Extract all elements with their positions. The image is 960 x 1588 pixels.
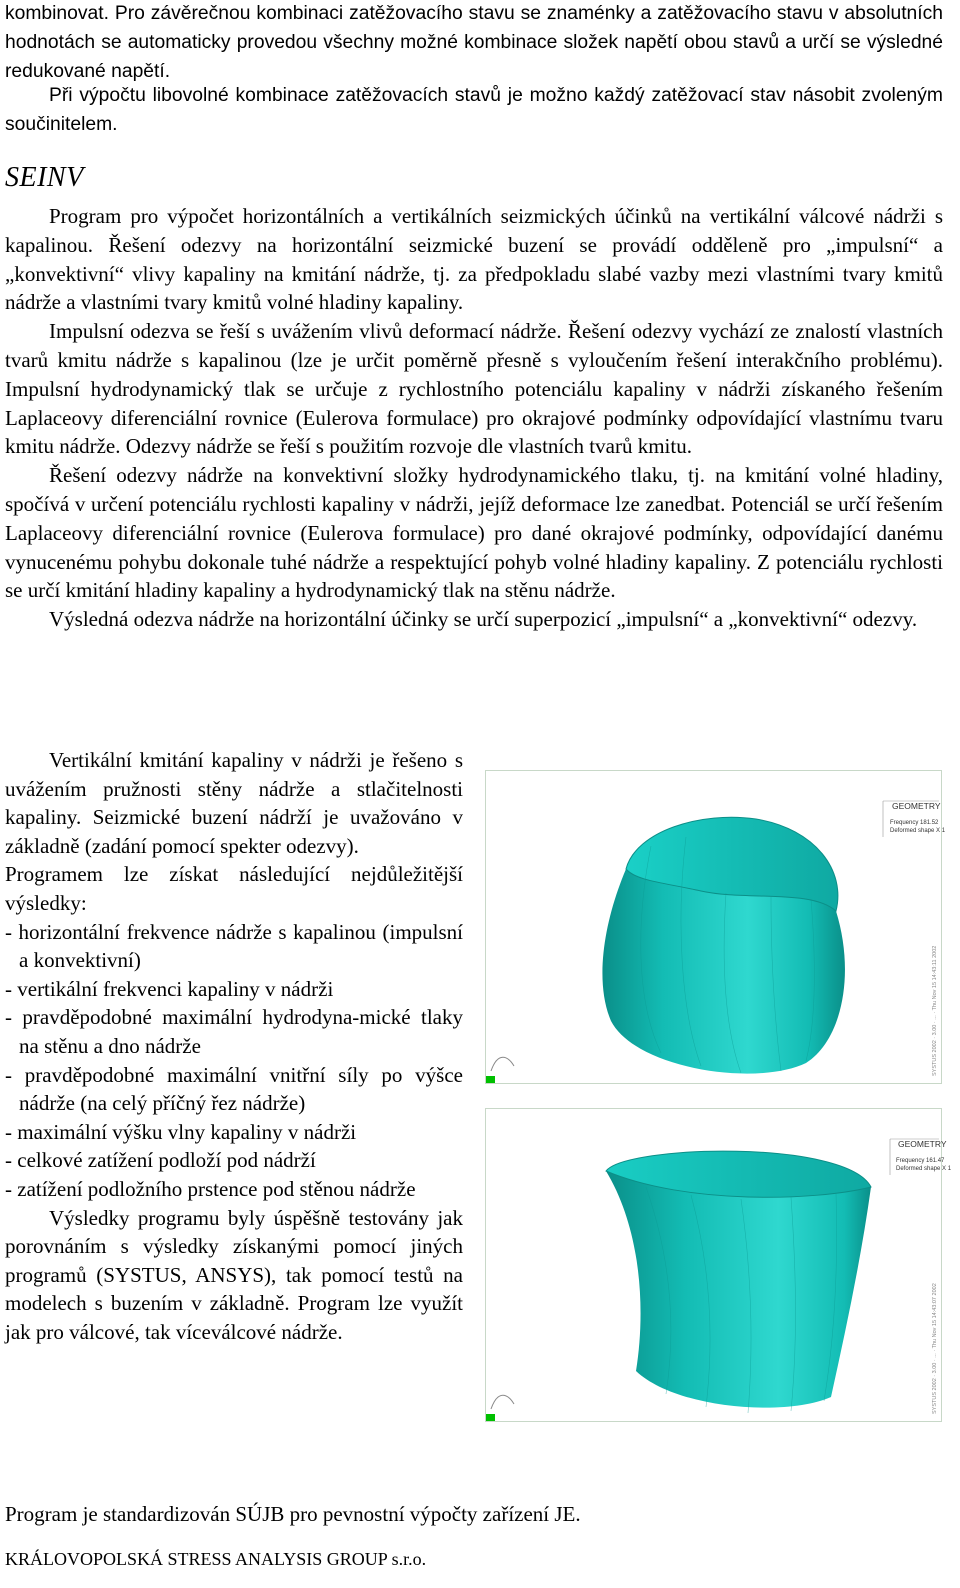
intro-paragraph-2 (5, 82, 943, 140)
tank-mode-figure-2 (485, 1108, 952, 1422)
results-list (5, 918, 463, 1204)
figure-side-stamp: SYSTUS 2002 · 3.00 · ... · Thu Nov 15 14:43:11 2002 (932, 945, 938, 1076)
figure-side-stamp: SYSTUS 2002 · 3.00 · ... · Thu Nov 15 14:43:07 2002 (932, 1283, 938, 1414)
list-item: - horizontální frekvence nádrže s kapalinou (impulsní a konvektivní) (5, 919, 463, 973)
section-paragraph-3: Řešení odezvy nádrže na konvektivní složky hydrodynamického tlaku, tj. na kmitání volné hladiny, spočívá v určení potenciálu rychlosti kapaliny v nádrži, jejíž deformace lze zanedbat. Potenciál se určí řešením Laplaceovy diferenciální rovnice (Eulerova formulace) pro dané okrajové podmínky, odpovídající danému vynucenému pohybu dokonale tuhé nádrže a respektující pohyb volné hladiny kapaliny. Z potenciálu rychlosti se určí kmitání hladiny kapaliny a hydrodynamický tlak na stěnu nádrže. (5, 463, 943, 603)
section-paragraph-4: Výsledná odezva nádrže na horizontální účinky se určí superpozicí „impulsní“ a „konvektivní“ odezvy. (49, 607, 918, 632)
vertical-oscillation-paragraph: Vertikální kmitání kapaliny v nádrži je řešeno s uvážením pružnosti stěny nádrže a stlačitelnosti kapaliny. Seizmické buzení nádrží je uvažováno v základně (zadání pomocí spekter odezvy). (5, 748, 463, 858)
section-paragraph-1: Program pro výpočet horizontálních a vertikálních seizmických účinků na vertikální válcové nádrži s kapalinou. Řešení odezvy na horizontální seizmické buzení se provádí odděleně pro „impulsní“ a „konvektivní“ vlivy kapaliny na kmitání nádrže, tj. za předpokladu slabé vazby mezi vlastními tvary kmitů nádrže a vlastními tvary kmitů volné hladiny kapaliny. (5, 204, 943, 315)
figure-frequency: Frequency 161.47 (896, 1158, 945, 1164)
section-paragraph-2: Impulsní odezva se řeší s uvážením vlivů deformací nádrže. Řešení odezvy vychází ze znalostí vlastních tvarů kmitu nádrže s kapalinou (lze je určit poměrně přesně s vyloučením řešení interakčního problému). Impulsní hydrodynamický tlak se určuje z rychlostního potenciálu kapaliny v nádrži získaného řešením Laplaceovy diferenciální rovnice (Eulerova formulace) pro okrajové podmínky odpovídající vlastnímu tvaru kmitu nádrže. Odezvy nádrže se řeší s použitím rozvoje dle vlastních tvarů kmitu. (5, 319, 943, 459)
tank-render-1 (486, 771, 946, 1083)
figure-legend-title: GEOMETRY (892, 801, 941, 811)
figure-frequency: Frequency 181.52 (890, 820, 939, 826)
axis-triad-icon (486, 1395, 514, 1421)
results-intro: Programem lze získat následující nejdůležitější výsledky: (5, 862, 463, 915)
figure-deformed-shape: Deformed shape X 1 (896, 1166, 952, 1172)
section-title: SEINV (5, 162, 84, 193)
list-item: - celkové zatížení podloží pod nádrží (5, 1148, 316, 1173)
tank-mode-figure-1 (485, 770, 946, 1084)
list-item: - vertikální frekvenci kapaliny v nádrži (5, 976, 334, 1001)
list-item: - pravděpodobné maximální hydrodyna-mické tlaky na stěnu a dno nádrže (5, 1005, 463, 1058)
list-item: - maximální výšku vlny kapaliny v nádrži (5, 1119, 357, 1144)
left-column (5, 746, 463, 1346)
axis-triad-icon (486, 1057, 514, 1083)
testing-paragraph: Výsledky programu byly úspěšně testovány jak porovnáním s výsledky získanými pomocí jiných programů (SYSTUS, ANSYS), tak pomocí testů na modelech s buzením v základně. Program lze využít jak pro válcové, tak víceválcové nádrže. (5, 1205, 463, 1344)
intro-paragraph-1 (5, 0, 943, 86)
list-item: - pravděpodobné maximální vnitřní síly po výšce nádrže (na celý příčný řez nádrže) (5, 1062, 463, 1116)
intro-text-1: kombinovat. Pro závěrečnou kombinaci zatěžovacího stavu se znaménky a zatěžovacího stavu v absolutních hodnotách se automaticky provedou všechny možné kombinace složek napětí obou stavů a určí se výsledné redukované napětí. (5, 3, 943, 82)
figure-legend-title: GEOMETRY (898, 1139, 947, 1149)
tank-render-2 (486, 1109, 952, 1421)
figure-deformed-shape: Deformed shape X 1 (890, 828, 946, 834)
list-item: - zatížení podložního prstence pod stěnou nádrže (5, 1176, 416, 1201)
company-name: KRÁLOVOPOLSKÁ STRESS ANALYSIS GROUP s.r.o. (5, 1549, 427, 1569)
intro-text-2: Při výpočtu libovolné kombinace zatěžovacích stavů je možno každý zatěžovací stav násobit zvoleným součinitelem. (5, 85, 943, 135)
standardization-note: Program je standardizován SÚJB pro pevnostní výpočty zařízení JE. (5, 1502, 581, 1526)
section-body (5, 202, 943, 634)
